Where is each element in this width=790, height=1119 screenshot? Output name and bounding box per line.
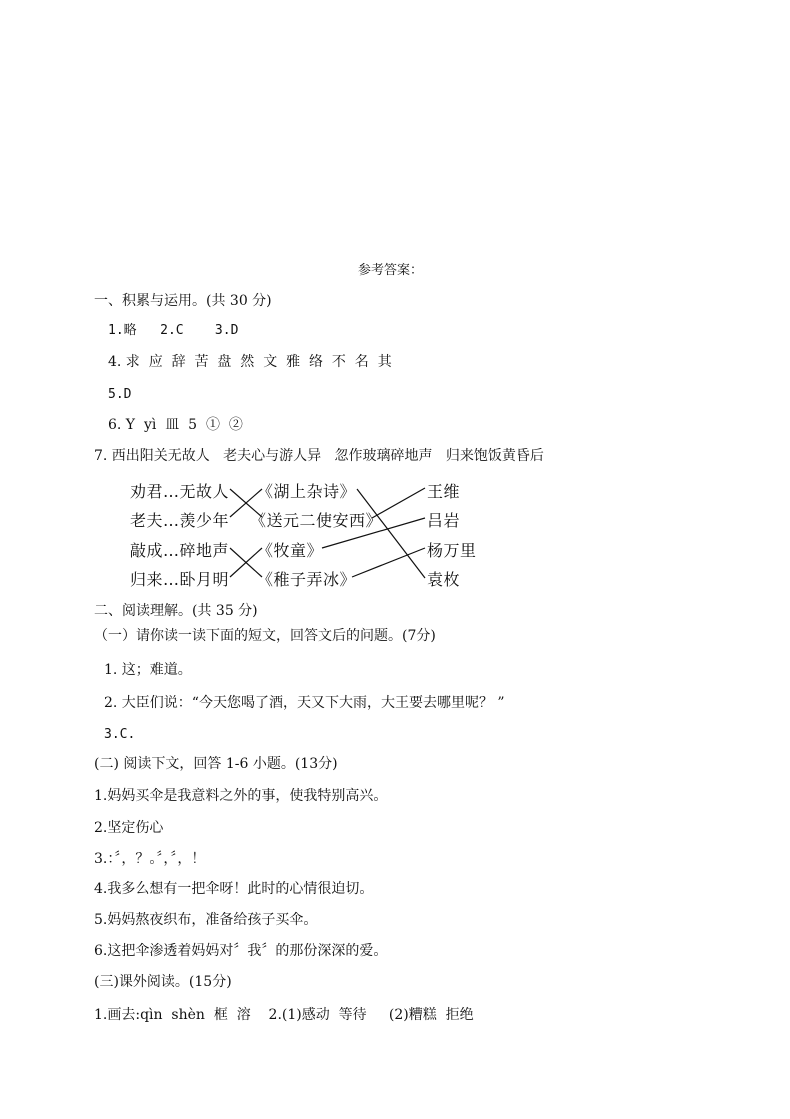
part2-answer-5: 5.妈妈熬夜织布，准备给孩子买伞。 <box>94 912 318 928</box>
answer-q1-3: 1.略 2.C 3.D <box>108 323 239 338</box>
left-item: 敲成…碎地声 <box>130 541 230 560</box>
answer-q4: 4. 求 应 辞 苦 盘 然 文 雅 络 不 名 其 <box>108 354 392 370</box>
left-item: 老夫…羡少年 <box>130 511 230 530</box>
part2-answer-4: 4.我多么想有一把伞呀！此时的心情很迫切。 <box>94 881 374 897</box>
left-item: 归来…卧月明 <box>130 570 230 589</box>
part2-answer-2: 2.坚定伤心 <box>94 820 164 836</box>
right-item: 袁枚 <box>427 570 461 589</box>
right-item: 吕岩 <box>427 511 461 530</box>
part1-answer-3: 3.C. <box>104 727 136 742</box>
right-item: 王维 <box>427 482 461 501</box>
middle-item: 《湖上杂诗》 <box>257 482 357 501</box>
part2-answer-3: 3.：〞，？。〞，〞，！ <box>94 851 206 867</box>
part2-answer-6: 6.这把伞渗透着妈妈对〞我〞的那份深深的爱。 <box>94 943 388 959</box>
part3-answer-1: 1.画去:qìn shèn 框 溶 2.(1)感动 等待 (2)糟糕 拒绝 <box>94 1007 474 1023</box>
answer-q6: 6. Y yì 皿 5 ① ② <box>108 417 243 433</box>
left-item: 劝君…无故人 <box>130 482 230 501</box>
part1-answer-2: 2. 大臣们说：“今天您喝了酒，天又下大雨，大王要去哪里呢？ ” <box>104 695 505 711</box>
section1-heading: 一、积累与运用。(共 30 分) <box>94 293 272 309</box>
part3-heading: (三)课外阅读。(15分) <box>94 974 232 990</box>
part2-answer-1: 1.妈妈买伞是我意料之外的事，使我特别高兴。 <box>94 788 388 804</box>
match-line <box>357 489 425 578</box>
part2-heading: (二) 阅读下文，回答 1-6 小题。(13分) <box>94 756 338 772</box>
answer-q5: 5.D <box>108 387 132 402</box>
middle-item: 《送元二使安西》 <box>250 511 383 530</box>
answer-key-title: 参考答案： <box>358 263 424 278</box>
answer-q7: 7. 西出阳关无故人 老夫心与游人异 忽作玻璃碎地声 归来饱饭黄昏后 <box>94 448 544 464</box>
middle-item: 《牧童》 <box>257 541 324 560</box>
part1-heading: （一）请你读一读下面的短文，回答文后的问题。(7分) <box>94 628 436 644</box>
right-item: 杨万里 <box>427 541 477 560</box>
match-line <box>352 548 425 577</box>
section2-heading: 二、阅读理解。(共 35 分) <box>94 603 258 619</box>
part1-answer-1: 1. 这；难道。 <box>104 662 192 678</box>
middle-item: 《稚子弄冰》 <box>257 570 357 589</box>
